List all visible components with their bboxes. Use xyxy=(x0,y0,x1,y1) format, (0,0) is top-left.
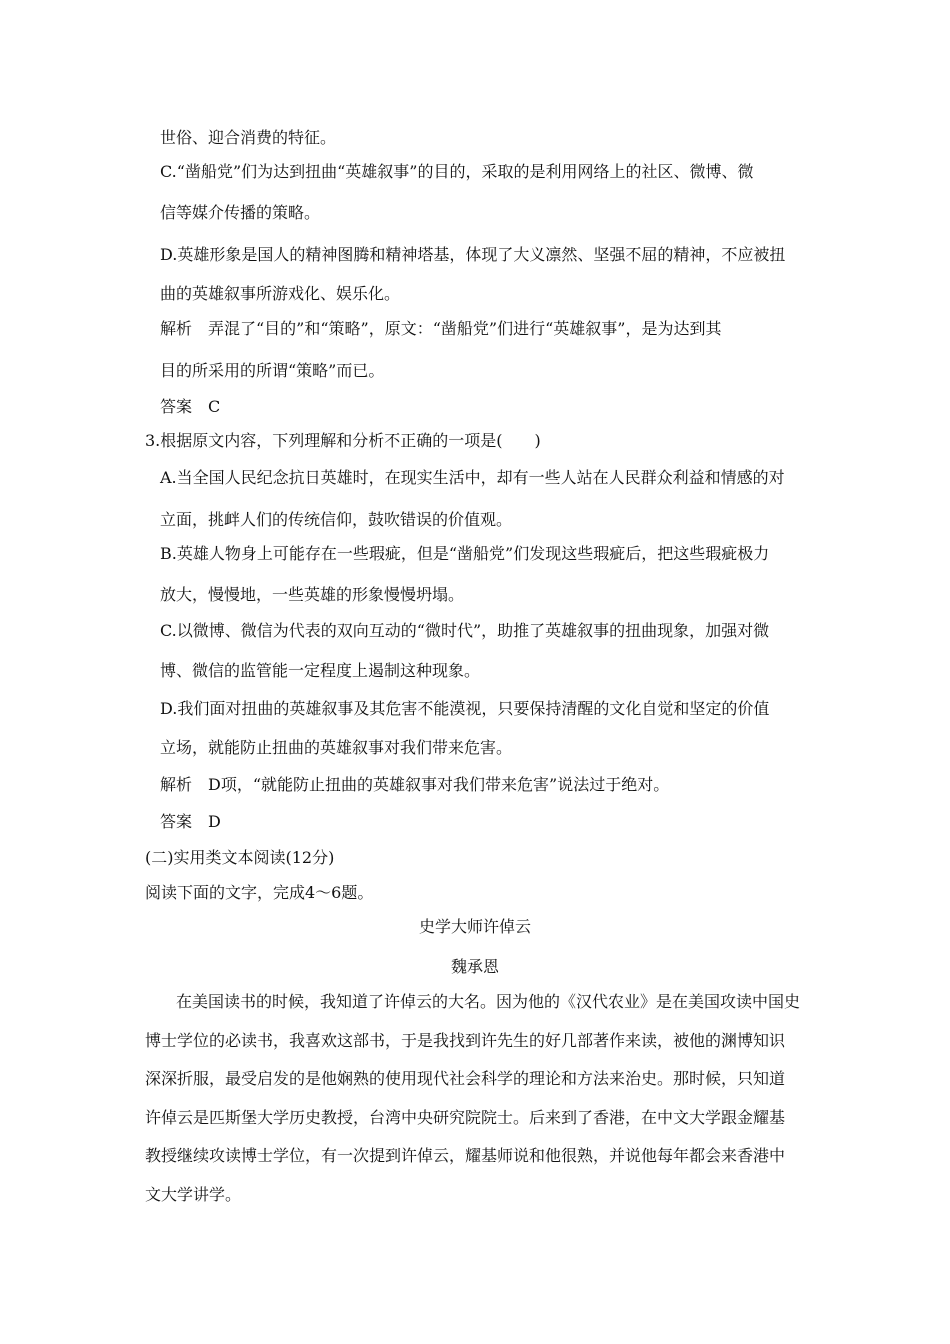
q3-option-b-line1: B.英雄人物身上可能存在一些瑕疵，但是“凿船党”们发现这些瑕疵后，把这些瑕疵极力 xyxy=(160,544,770,563)
article-paragraph-line1: 在美国读书的时候，我知道了许倬云的大名。因为他的《汉代农业》是在美国攻读中国史 xyxy=(176,992,801,1011)
option-c-line1: C.“凿船党”们为达到扭曲“英雄叙事”的目的，采取的是利用网络上的社区、微博、微 xyxy=(160,162,754,181)
reading-instruction: 阅读下面的文字，完成4～6题。 xyxy=(145,883,374,902)
article-paragraph-line4: 许倬云是匹斯堡大学历史教授，台湾中央研究院院士。后来到了香港，在中文大学跟金耀基 xyxy=(145,1108,786,1127)
article-author: 魏承恩 xyxy=(450,957,499,976)
section-heading: (二)实用类文本阅读(12分) xyxy=(145,848,335,867)
article-paragraph-line2: 博士学位的必读书，我喜欢这部书，于是我找到许先生的好几部著作来读，被他的渊博知识 xyxy=(145,1031,786,1050)
q3-option-a-line2: 立面，挑衅人们的传统信仰，鼓吹错误的价值观。 xyxy=(160,510,513,529)
answer-2: 答案 C xyxy=(160,397,221,416)
q3-option-c-line2: 博、微信的监管能一定程度上遏制这种现象。 xyxy=(160,661,481,680)
answer-3: 答案 D xyxy=(160,812,221,831)
option-c-line2: 信等媒介传播的策略。 xyxy=(160,203,321,222)
option-b-continuation: 世俗、迎合消费的特征。 xyxy=(160,128,337,147)
article-paragraph-line3: 深深折服，最受启发的是他娴熟的使用现代社会科学的理论和方法来治史。那时候，只知道 xyxy=(145,1069,786,1088)
analysis-line1: 解析 弄混了“目的”和“策略”，原文：“凿船党”们进行“英雄叙事”，是为达到其 xyxy=(160,319,722,338)
option-d-line1: D.英雄形象是国人的精神图腾和精神塔基，体现了大义凛然、坚强不屈的精神，不应被扭 xyxy=(160,245,786,264)
q3-option-a-line1: A.当全国人民纪念抗日英雄时，在现实生活中，却有一些人站在人民群众利益和情感的对 xyxy=(160,468,785,487)
article-paragraph-line5: 教授继续攻读博士学位，有一次提到许倬云，耀基师说和他很熟，并说他每年都会来香港中 xyxy=(145,1146,786,1165)
q3-analysis: 解析 D项，“就能防止扭曲的英雄叙事对我们带来危害”说法过于绝对。 xyxy=(160,775,670,794)
article-title: 史学大师许倬云 xyxy=(418,917,531,936)
q3-option-b-line2: 放大，慢慢地，一些英雄的形象慢慢坍塌。 xyxy=(160,585,465,604)
article-paragraph-line6: 文大学讲学。 xyxy=(145,1185,242,1204)
q3-option-d-line2: 立场，就能防止扭曲的英雄叙事对我们带来危害。 xyxy=(160,738,513,757)
question-3-stem: 3.根据原文内容，下列理解和分析不正确的一项是( ) xyxy=(145,431,541,450)
q3-option-d-line1: D.我们面对扭曲的英雄叙事及其危害不能漠视，只要保持清醒的文化自觉和坚定的价值 xyxy=(160,699,770,718)
option-d-line2: 曲的英雄叙事所游戏化、娱乐化。 xyxy=(160,284,401,303)
q3-option-c-line1: C.以微博、微信为代表的双向互动的“微时代”，助推了英雄叙事的扭曲现象，加强对微 xyxy=(160,621,770,640)
analysis-line2: 目的所采用的所谓“策略”而已。 xyxy=(160,361,385,380)
